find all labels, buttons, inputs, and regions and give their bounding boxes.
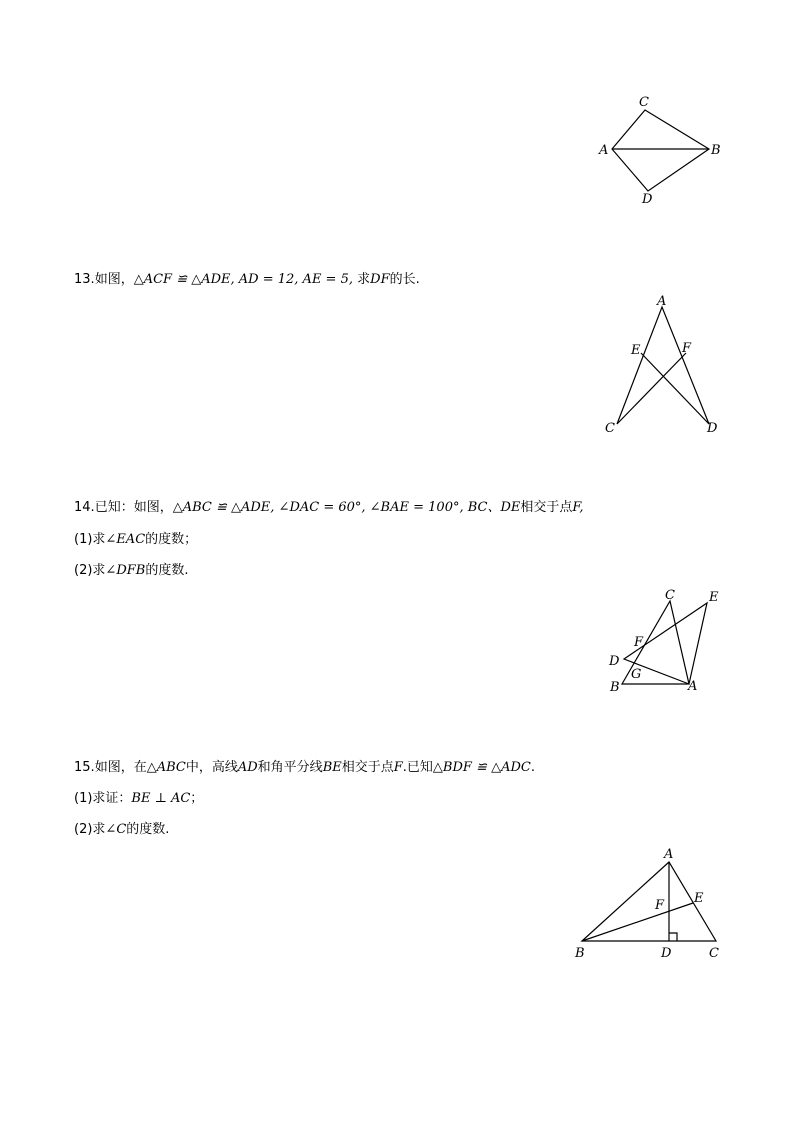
- label-point-f: F: [634, 635, 644, 650]
- question-15: 15.如图，在△ABC中，高线AD和角平分线BE相交于点F.已知△BDF ≌ △ADC.: [74, 760, 535, 775]
- figure-rotated-triangles: [600, 585, 730, 695]
- label-point-a: A: [664, 847, 674, 862]
- label-point-c: C: [665, 588, 675, 603]
- label-point-e: E: [694, 891, 704, 906]
- label-point-d: D: [661, 946, 672, 961]
- label-point-f: F: [655, 898, 665, 913]
- label-point-b: B: [575, 946, 585, 961]
- figure-crossed-triangles: [600, 290, 730, 440]
- label-point-e: E: [631, 343, 641, 358]
- figure-triangle-acf: [617, 307, 709, 424]
- label-point-e: E: [709, 590, 719, 605]
- question-number: 15.: [74, 760, 95, 775]
- label-point-d: D: [609, 654, 620, 669]
- label-point-a: A: [688, 679, 698, 694]
- question-15-part-2: (2)求∠C的度数.: [74, 822, 170, 837]
- label-point-d: D: [642, 192, 653, 207]
- figure-bisector-be: [582, 903, 693, 941]
- figure-quadrilateral-acbd: [590, 90, 730, 210]
- label-point-b: B: [610, 680, 620, 695]
- question-14: 14.已知：如图，△ABC ≌ △ADE, ∠DAC = 60°, ∠BAE = 100°, BC、DE相交于点F,: [74, 500, 584, 515]
- question-13: 13.如图，△ACF ≌ △ADE, AD = 12, AE = 5, 求DF的长.: [74, 272, 420, 287]
- label-point-g: G: [631, 667, 642, 682]
- figure-right-angle-mark: [669, 933, 677, 941]
- label-point-c: C: [639, 95, 649, 110]
- label-point-c: C: [709, 946, 719, 961]
- label-point-a: A: [599, 143, 609, 158]
- label-point-b: B: [711, 143, 721, 158]
- label-point-d: D: [707, 421, 718, 436]
- question-15-part-1: (1)求证：BE ⊥ AC；: [74, 791, 204, 806]
- question-14-part-2: (2)求∠DFB的度数.: [74, 563, 189, 578]
- question-14-part-1: (1)求∠EAC的度数；: [74, 532, 198, 547]
- figure-quadrilateral-outline: [612, 110, 709, 191]
- question-number: 14.: [74, 500, 95, 515]
- figure-triangle-altitude-bisector: [570, 840, 730, 965]
- label-point-c: C: [605, 421, 615, 436]
- question-number: 13.: [74, 272, 95, 287]
- label-point-a: A: [657, 294, 667, 309]
- label-point-f: F: [682, 341, 692, 356]
